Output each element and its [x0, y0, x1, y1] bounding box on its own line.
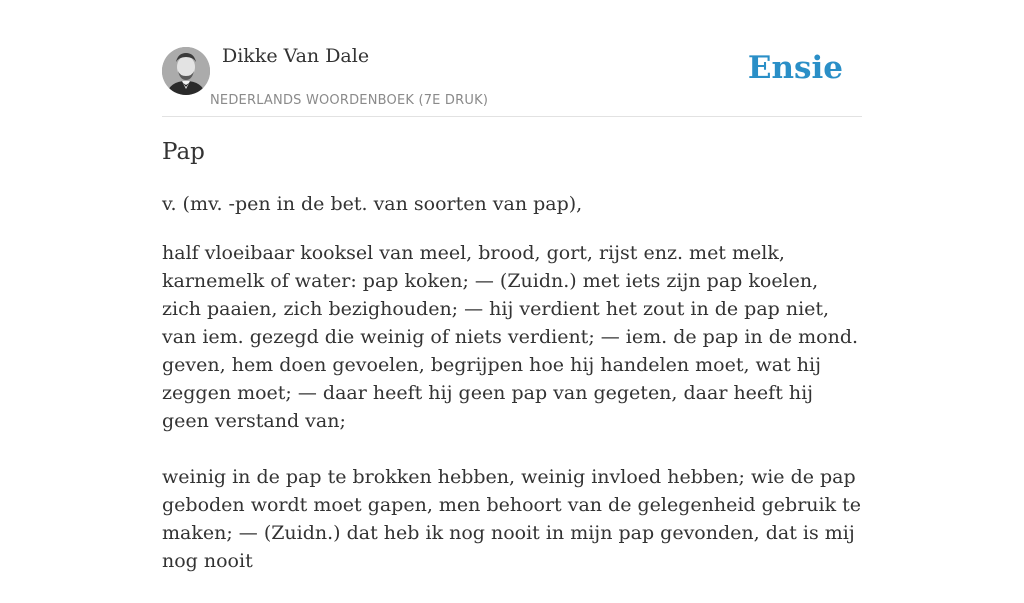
entry-term: Pap: [162, 139, 205, 165]
entry-grammar: v. (mv. -pen in de bet. van soorten van pap),: [162, 193, 583, 215]
source-header: [162, 0, 862, 117]
source-avatar[interactable]: [162, 47, 210, 95]
page-container: [162, 0, 862, 572]
definition-paragraph: weinig in de pap te brokken hebben, weinig invloed hebben; wie de pap geboden wordt moet gapen, men behoort van de gelegenheid gebruik te maken; — (Zuidn.) dat heb ik nog nooit in mijn pap gevonden, dat is mij nog nooit: [162, 466, 862, 572]
source-subtitle: NEDERLANDS WOORDENBOEK (7E DRUK): [210, 93, 489, 108]
entry-definition: [162, 239, 862, 603]
definition-paragraph: half vloeibaar kooksel van meel, brood, gort, rijst enz. met melk, karnemelk of water: pap koken; — (Zuidn.) met iets zijn pap koelen, zich paaien, zich bezighouden; — hij verdient het zout in de pap niet, van iem. gezegd die weinig of niets verdient; — iem. de pap in de mond. geven, hem doen gevoelen, begrijpen hoe hij handelen moet, wat hij zeggen moet; — daar heeft hij geen pap van gegeten, daar heeft hij geen verstand van;: [162, 242, 859, 432]
brand-logo-link[interactable]: Ensie: [747, 50, 843, 86]
source-name[interactable]: Dikke Van Dale: [222, 45, 370, 67]
portrait-photo-icon: [162, 47, 210, 95]
